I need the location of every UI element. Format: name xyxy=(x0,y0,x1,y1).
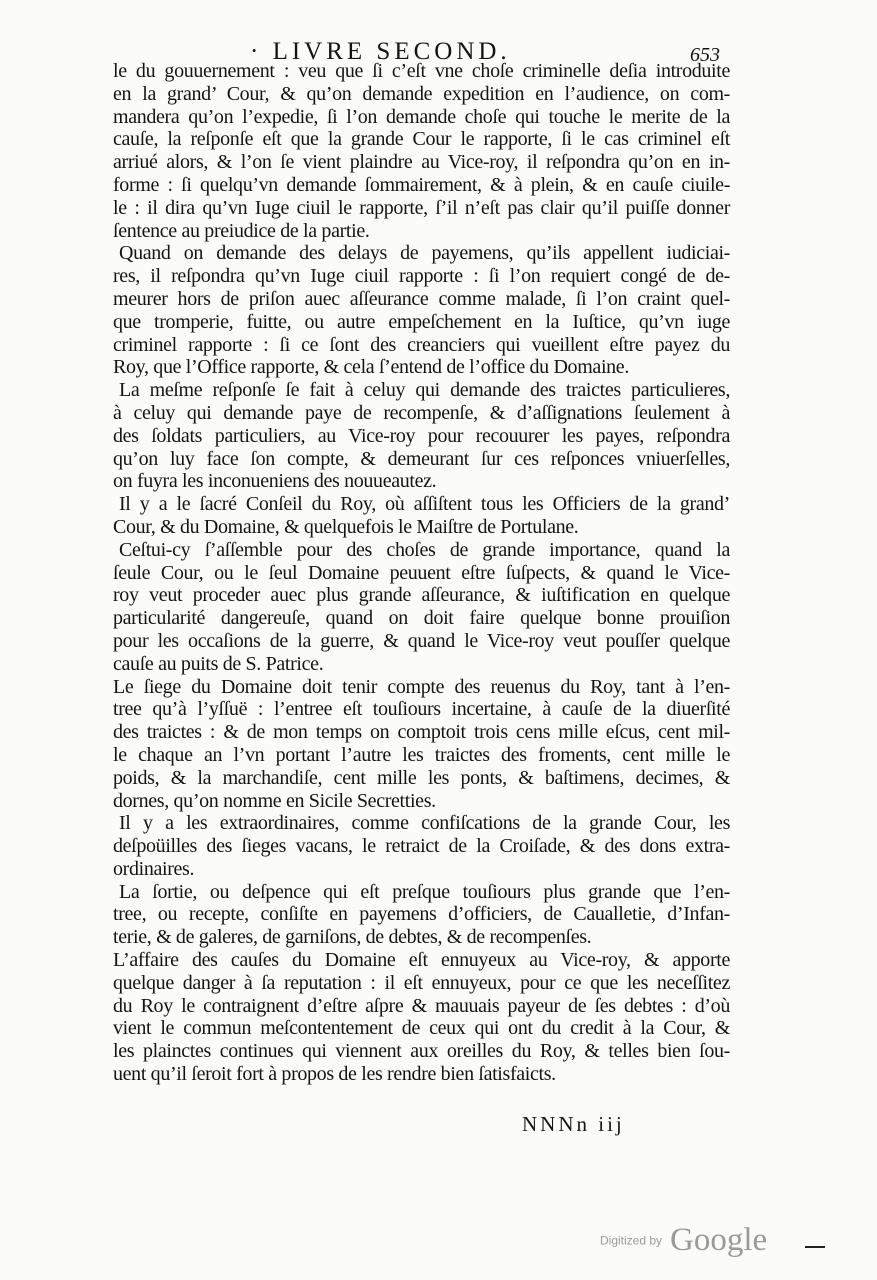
running-title: · LIVRE SECOND. xyxy=(250,38,511,65)
paragraph xyxy=(113,881,730,949)
text-line: le chaque an l’vn portant l’autre les traictes des froments, cent mille le xyxy=(113,743,730,766)
text-line: deſpoüilles des ſieges vacans, le retraict de la Croiſade, & des dons extra- xyxy=(113,835,730,858)
text-line: uent qu’il ſeroit fort à propos de les rendre bien ſatisfaicts. xyxy=(113,1063,556,1086)
paragraph xyxy=(113,949,730,1086)
text-line: le : il dira qu’vn Iuge ciuil le rapporte, ſ’il n’eſt pas clair qu’il puiſſe donner xyxy=(113,196,730,219)
text-line: terie, & de galeres, de garniſons, de debtes, & de recompenſes. xyxy=(113,926,592,949)
text-line: ordinaires. xyxy=(113,857,195,880)
text-line: Quand on demande des delays de payemens, qu’ils appellent iudiciai- xyxy=(119,242,730,265)
text-line: des ſoldats particuliers, au Vice-roy pour recouurer les payes, reſpondra xyxy=(113,424,730,447)
text-line: mandera qu’on l’expedie, ſi l’on demande choſe qui touche le merite de la xyxy=(113,105,730,128)
text-line: L’affaire des cauſes du Domaine eſt ennuyeux au Vice-roy, & apporte xyxy=(113,949,730,972)
text-line: vient le commun meſcontentement de ceux qui ont du credit à la Cour, & xyxy=(113,1017,730,1040)
paragraph xyxy=(113,379,730,493)
text-line: qu’on luy face ſon compte, & demeurant ſur ces reſponces vniuerſelles, xyxy=(113,447,730,470)
text-line: cauſe au puits de S. Patrice. xyxy=(113,652,324,675)
text-line: en la grand’ Cour, & qu’on demande expedition en l’audience, on com- xyxy=(113,82,730,105)
text-line: Cour, & du Domaine, & quelquefois le Maiſtre de Portulane. xyxy=(113,515,579,538)
text-line: du Roy le contraignent d’eſtre aſpre & mauuais payeur de ſes debtes : d’où xyxy=(113,994,730,1017)
paragraph xyxy=(113,60,730,242)
text-line: cauſe, la reſponſe eſt que la grande Cour le rapporte, ſi le cas criminel eſt xyxy=(113,128,730,151)
text-line: forme : ſi quelqu’vn demande ſommairement, & à plein, & en cauſe ciuile- xyxy=(113,173,730,196)
text-line: que tromperie, fuitte, ou autre empeſchement en la Iuſtice, qu’vn iuge xyxy=(113,310,730,333)
text-line: des traictes : & de mon temps on comptoit trois cens mille eſcus, cent mil- xyxy=(113,721,730,744)
text-line: res, il reſpondra qu’vn Iuge ciuil rapporte : ſi l’on requiert congé de de- xyxy=(113,265,730,288)
watermark-prefix: Digitized by xyxy=(600,1233,663,1248)
text-line: criminel rapporte : ſi ce ſont des creanciers qui vueillent eſtre payez du xyxy=(113,333,730,356)
text-line: dornes, qu’on nomme en Sicile Secretties. xyxy=(113,789,436,812)
text-line: Il y a le ſacré Conſeil du Roy, où aſſiſtent tous les Officiers de la grand’ xyxy=(119,493,730,516)
text-line: La ſortie, ou deſpence qui eſt preſque touſiours plus grande que l’en- xyxy=(119,880,730,903)
text-line: particularité dangereuſe, quand on doit faire quelque bonne prouiſion xyxy=(113,607,730,630)
text-line: poids, & la marchandiſe, cent mille les ponts, & baſtimens, decimes, & xyxy=(113,766,730,789)
google-logo: Google xyxy=(670,1222,768,1258)
text-line: Le ſiege du Domaine doit tenir compte des reuenus du Roy, tant à l’en- xyxy=(113,675,730,698)
text-line: Il y a les extraordinaires, comme confiſcations de la grande Cour, les xyxy=(119,812,730,835)
paragraph xyxy=(113,493,730,539)
body-text xyxy=(113,60,730,1086)
text-line: Ceſtui-cy ſ’aſſemble pour des choſes de grande importance, quand la xyxy=(119,538,730,561)
catchword-signature: NNNn iij xyxy=(522,1112,625,1136)
text-line: arriué alors, & l’on ſe vient plaindre au Vice-roy, il reſpondra qu’on en in- xyxy=(113,151,730,174)
paragraph xyxy=(113,242,730,379)
digitized-watermark xyxy=(600,1222,767,1259)
text-line: Roy, que l’Office rapporte, & cela ſ’entend de l’office du Domaine. xyxy=(113,356,629,379)
text-line: on fuyra les inconueniens des nouueautez. xyxy=(113,470,437,493)
text-line: les plainctes continues qui viennent aux oreilles du Roy, & telles bien ſou- xyxy=(113,1040,730,1063)
text-line: le du gouuernement : veu que ſi c’eſt vne choſe criminelle deſia introduite xyxy=(113,60,730,82)
paragraph xyxy=(113,539,730,676)
text-line: ſentence au preiudice de la partie. xyxy=(113,219,370,242)
page-edge-mark xyxy=(805,1246,825,1248)
text-line: ſeule Cour, ou le ſeul Domaine peuuent eſtre ſuſpects, & quand le Vice- xyxy=(113,561,730,584)
text-line: tree, ou recepte, conſiſte en payemens d’officiers, de Caualletie, d’Infan- xyxy=(113,903,730,926)
text-line: à celuy qui demande paye de recompenſe, & d’aſſignations ſeulement à xyxy=(113,401,730,424)
text-line: pour les occaſions de la guerre, & quand le Vice-roy veut pouſſer quelque xyxy=(113,629,730,652)
paragraph xyxy=(113,812,730,880)
text-line: roy veut proceder auec plus grande aſſeurance, & iuſtification en quelque xyxy=(113,584,730,607)
text-line: quelque danger à ſa reputation : il eſt ennuyeux, pour ce que les neceſſitez xyxy=(113,971,730,994)
page-number: 653 xyxy=(690,44,720,66)
text-line: La meſme reſponſe ſe fait à celuy qui demande des traictes particulieres, xyxy=(119,379,730,402)
paragraph xyxy=(113,676,730,813)
text-line: meurer hors de priſon auec aſſeurance comme malade, ſi l’on craint quel- xyxy=(113,287,730,310)
text-line: tree qu’à l’yſſuë : l’entree eſt touſiours incertaine, à cauſe de la diuerſité xyxy=(113,698,730,721)
